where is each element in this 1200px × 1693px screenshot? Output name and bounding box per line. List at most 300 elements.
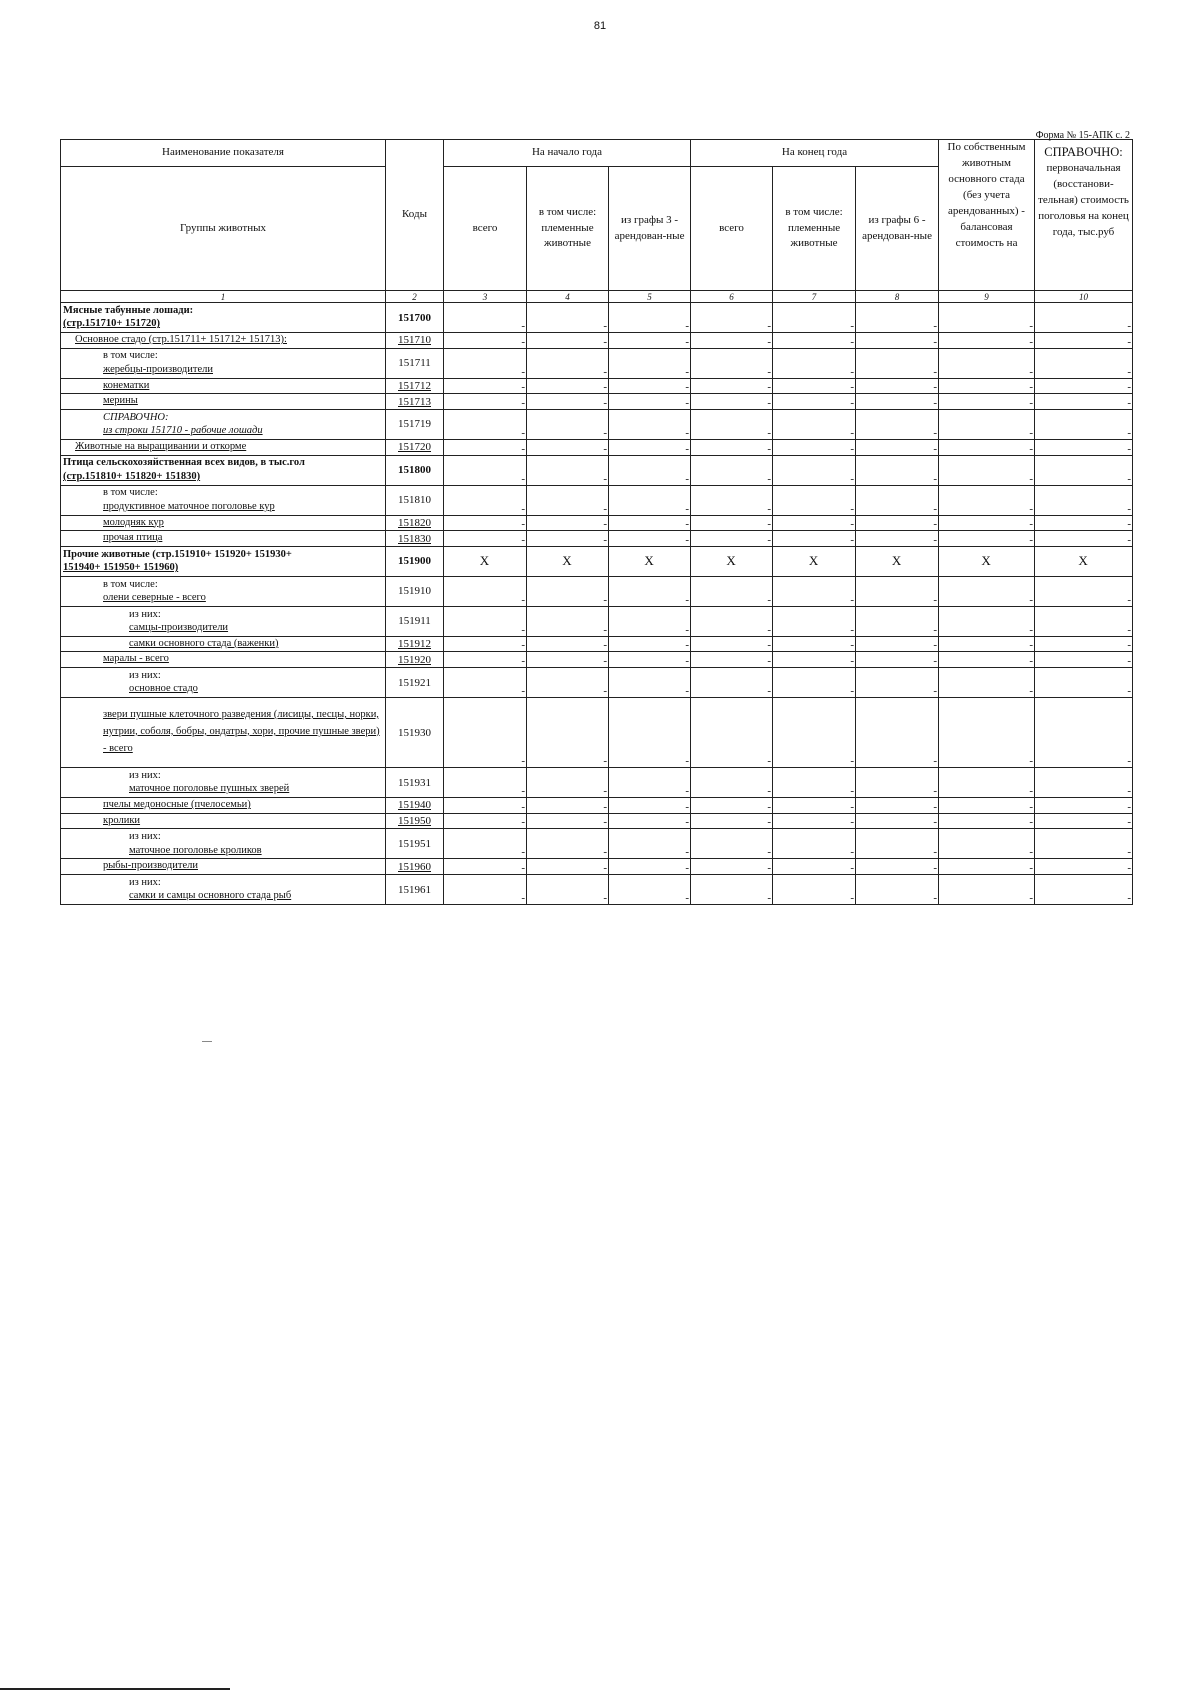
value-cell: - [939,636,1035,652]
row-name-line: прочая птица [103,532,163,544]
column-number: 1 [61,291,386,303]
column-number: 4 [527,291,609,303]
value-cell: - [691,348,773,378]
value-cell: - [444,576,527,606]
row-name-subline: продуктивное маточное поголовье кур [103,500,275,512]
value-cell: - [1035,652,1133,668]
row-name [61,813,386,829]
row-code: 151920 [386,652,444,668]
footer-rule [0,1688,230,1690]
value-cell: - [609,606,691,636]
value-cell: - [527,303,609,333]
value-cell: - [527,333,609,349]
value-cell: - [691,409,773,439]
value-cell: - [527,698,609,768]
row-name-subline: самцы-производители [129,622,229,634]
value-cell: - [773,576,856,606]
value-cell: - [939,798,1035,814]
value-cell: - [856,875,939,905]
value-cell: - [609,378,691,394]
value-cell: - [691,768,773,798]
row-code: 151830 [386,531,444,547]
value-cell: - [609,829,691,859]
column-number: 3 [444,291,527,303]
value-cell: - [773,485,856,515]
table-row [61,485,1133,515]
row-name [61,798,386,814]
value-cell: - [444,813,527,829]
value-cell: - [773,798,856,814]
value-cell: - [444,333,527,349]
value-cell: - [856,439,939,455]
value-cell: - [856,455,939,485]
value-cell: - [1035,875,1133,905]
value-cell: - [773,439,856,455]
row-name [61,668,386,698]
value-cell: - [609,455,691,485]
row-name [61,439,386,455]
row-name [61,636,386,652]
value-cell: - [1035,636,1133,652]
header-start-year: На начало года [444,140,691,167]
value-cell: - [691,576,773,606]
row-code: 151921 [386,668,444,698]
table-row [61,531,1133,547]
value-cell: - [773,636,856,652]
row-name-line: из них: [129,876,161,888]
table-row [61,875,1133,905]
value-cell: - [939,859,1035,875]
header-end-total: всего [691,167,773,291]
value-cell: - [856,768,939,798]
value-cell: - [527,439,609,455]
value-cell: - [1035,829,1133,859]
row-name-line: рыбы-производители [103,860,198,872]
value-cell: - [527,348,609,378]
row-name-subline: 151940+ 151950+ 151960) [63,562,179,574]
value-cell: - [527,652,609,668]
table-row [61,455,1133,485]
value-cell: - [691,829,773,859]
table-row [61,378,1133,394]
row-code: 151951 [386,829,444,859]
value-cell: - [856,531,939,547]
value-cell: - [691,606,773,636]
value-cell: - [691,485,773,515]
value-cell: - [527,485,609,515]
value-cell: - [1035,439,1133,455]
table-row [61,576,1133,606]
row-name-line: мерины [103,395,138,407]
value-cell: - [527,531,609,547]
value-cell: - [939,378,1035,394]
not-applicable-cell: X [773,546,856,576]
table-row [61,768,1133,798]
not-applicable-cell: X [1035,546,1133,576]
row-name-subline: маточное поголовье пушных зверей [129,783,290,795]
value-cell: - [527,409,609,439]
row-name-subline: (стр.151710+ 151720) [63,318,161,330]
value-cell: - [773,875,856,905]
row-code: 151940 [386,798,444,814]
table-body [61,303,1133,905]
value-cell: - [609,668,691,698]
value-cell: - [444,798,527,814]
value-cell: - [856,378,939,394]
column-number: 6 [691,291,773,303]
header-reference [1035,140,1133,291]
row-code: 151720 [386,439,444,455]
value-cell: - [856,606,939,636]
value-cell: - [691,531,773,547]
value-cell: - [444,859,527,875]
row-name-subline: маточное поголовье кроликов [129,844,262,856]
row-code: 151931 [386,768,444,798]
header-own-herd: По собственным животным основного стада (без учета арендованных) - балансовая стоимость на [939,140,1035,291]
value-cell: - [527,768,609,798]
value-cell: - [444,485,527,515]
value-cell: - [609,485,691,515]
value-cell: - [444,606,527,636]
column-number: 7 [773,291,856,303]
value-cell: - [856,829,939,859]
value-cell: - [773,813,856,829]
value-cell: - [856,303,939,333]
value-cell: - [939,348,1035,378]
value-cell: - [856,813,939,829]
value-cell: - [773,394,856,410]
row-code: 151900 [386,546,444,576]
value-cell: - [609,303,691,333]
row-name-subline: основное стадо [129,683,198,695]
value-cell: - [527,515,609,531]
table-row [61,546,1133,576]
not-applicable-cell: X [444,546,527,576]
value-cell: - [1035,698,1133,768]
column-number: 2 [386,291,444,303]
row-name-line: в том числе: [103,487,158,499]
row-name [61,768,386,798]
value-cell: - [1035,378,1133,394]
row-name [61,303,386,333]
value-cell: - [1035,531,1133,547]
value-cell: - [939,439,1035,455]
value-cell: - [939,698,1035,768]
row-name [61,698,386,768]
value-cell: - [856,394,939,410]
value-cell: - [609,652,691,668]
value-cell: - [773,652,856,668]
row-name [61,348,386,378]
value-cell: - [527,576,609,606]
row-name-line: из них: [129,769,161,781]
row-name-line: в том числе: [103,578,158,590]
row-name-line: Птица сельскохозяйственная всех видов, в тыс.гол [63,457,305,469]
column-number: 5 [609,291,691,303]
value-cell: - [527,636,609,652]
table-row [61,409,1133,439]
value-cell: - [939,829,1035,859]
header-reference-note: первоначальная (восстанови-тельная) стоимость поголовья на конец года, тыс.руб [1038,162,1129,238]
row-name [61,576,386,606]
value-cell: - [444,652,527,668]
value-cell: - [444,455,527,485]
table-row [61,439,1133,455]
row-code: 151810 [386,485,444,515]
row-code: 151700 [386,303,444,333]
row-code: 151712 [386,378,444,394]
value-cell: - [691,859,773,875]
value-cell: - [527,668,609,698]
value-cell: - [1035,303,1133,333]
value-cell: - [444,698,527,768]
row-name-subline: олени северные - всего [103,592,206,604]
value-cell: - [691,439,773,455]
value-cell: - [856,668,939,698]
value-cell: - [609,348,691,378]
column-number-row [61,291,1133,303]
not-applicable-cell: X [609,546,691,576]
value-cell: - [1035,409,1133,439]
row-name [61,455,386,485]
row-name-line: СПРАВОЧНО: [103,411,169,423]
value-cell: - [444,348,527,378]
livestock-table [60,139,1132,905]
value-cell: - [773,859,856,875]
row-code: 151911 [386,606,444,636]
not-applicable-cell: X [856,546,939,576]
value-cell: - [609,875,691,905]
value-cell: - [444,829,527,859]
table-row [61,636,1133,652]
value-cell: - [691,394,773,410]
value-cell: - [1035,813,1133,829]
row-code: 151713 [386,394,444,410]
value-cell: - [856,485,939,515]
value-cell: - [527,875,609,905]
value-cell: - [609,698,691,768]
row-name-subline: самки и самцы основного стада рыб [129,890,292,902]
row-name-line: Животные на выращивании и откорме [75,440,247,452]
value-cell: - [609,768,691,798]
value-cell: - [691,652,773,668]
value-cell: - [939,531,1035,547]
value-cell: - [1035,515,1133,531]
value-cell: - [1035,768,1133,798]
value-cell: - [773,515,856,531]
value-cell: - [856,409,939,439]
value-cell: - [773,303,856,333]
value-cell: - [939,668,1035,698]
value-cell: - [527,606,609,636]
value-cell: - [691,698,773,768]
value-cell: - [444,531,527,547]
value-cell: - [527,378,609,394]
row-name [61,859,386,875]
value-cell: - [939,652,1035,668]
value-cell: - [1035,798,1133,814]
header-reference-title: СПРАВОЧНО: [1044,145,1123,159]
value-cell: - [609,576,691,606]
table-row [61,859,1133,875]
value-cell: - [939,333,1035,349]
table-row [61,394,1133,410]
table-row [61,798,1133,814]
value-cell: - [773,378,856,394]
value-cell: - [691,303,773,333]
value-cell: - [1035,485,1133,515]
value-cell: - [527,813,609,829]
value-cell: - [939,768,1035,798]
row-name [61,531,386,547]
page-number: 81 [593,20,607,32]
not-applicable-cell: X [691,546,773,576]
value-cell: - [856,859,939,875]
column-number: 9 [939,291,1035,303]
row-name [61,333,386,349]
value-cell: - [691,668,773,698]
row-name-line: конематки [103,379,150,391]
value-cell: - [609,636,691,652]
value-cell: - [527,829,609,859]
header-indicator-name: Наименование показателя [61,140,386,167]
value-cell: - [773,409,856,439]
row-name-line: пчелы медоносные (пчелосемьи) [103,799,251,811]
row-name [61,378,386,394]
value-cell: - [939,576,1035,606]
value-cell: - [1035,333,1133,349]
value-cell: - [856,698,939,768]
value-cell: - [856,798,939,814]
value-cell: - [1035,668,1133,698]
value-cell: - [444,439,527,455]
value-cell: - [527,455,609,485]
not-applicable-cell: X [527,546,609,576]
row-name [61,829,386,859]
value-cell: - [773,768,856,798]
value-cell: - [444,668,527,698]
header-end-year: На конец года [691,140,939,167]
value-cell: - [691,455,773,485]
value-cell: - [691,378,773,394]
value-cell: - [691,333,773,349]
value-cell: - [609,439,691,455]
value-cell: - [444,515,527,531]
value-cell: - [773,531,856,547]
table-row [61,668,1133,698]
value-cell: - [691,798,773,814]
scan-mark [202,1041,212,1042]
row-name-line: Основное стадо (стр.151711+ 151712+ 151713): [75,334,287,345]
row-code: 151910 [386,576,444,606]
value-cell: - [444,768,527,798]
value-cell: - [939,455,1035,485]
value-cell: - [609,515,691,531]
table-row [61,348,1133,378]
row-name-line: маралы - всего [103,653,169,665]
value-cell: - [1035,455,1133,485]
value-cell: - [1035,859,1133,875]
row-name-line: Мясные табунные лошади: [63,304,194,316]
value-cell: - [609,394,691,410]
row-code: 151710 [386,333,444,349]
row-name [61,485,386,515]
row-code: 151719 [386,409,444,439]
header-codes: Коды [386,140,444,291]
value-cell: - [856,348,939,378]
value-cell: - [444,636,527,652]
header-end-pedigree: в том числе: племенные животные [773,167,856,291]
row-code: 151800 [386,455,444,485]
value-cell: - [773,333,856,349]
value-cell: - [691,515,773,531]
value-cell: - [444,875,527,905]
value-cell: - [773,348,856,378]
row-name-line: из них: [129,669,161,681]
row-name-line: в том числе: [103,350,158,362]
value-cell: - [527,394,609,410]
row-code: 151960 [386,859,444,875]
header-start-total: всего [444,167,527,291]
row-name-line: молодняк кур [103,516,164,528]
row-name-line: из них: [129,608,161,620]
value-cell: - [1035,394,1133,410]
value-cell: - [444,409,527,439]
value-cell: - [609,813,691,829]
row-code: 151711 [386,348,444,378]
form-reference: Форма № 15-АПК с. 2 [1035,130,1130,141]
table-row [61,303,1133,333]
table-row [61,829,1133,859]
value-cell: - [527,859,609,875]
row-name [61,606,386,636]
value-cell: - [609,798,691,814]
value-cell: - [527,798,609,814]
value-cell: - [939,409,1035,439]
value-cell: - [609,409,691,439]
row-name-line: звери пушные клеточного разведения (лисицы, песцы, норки, нутрии, соболя, бобры, ондатры, хори, прочие пушные звери) - всего [103,708,380,754]
table-row [61,652,1133,668]
row-name [61,515,386,531]
column-number: 8 [856,291,939,303]
value-cell: - [773,455,856,485]
header-end-leased: из графы 6 - арендован-ные [856,167,939,291]
row-code: 151950 [386,813,444,829]
value-cell: - [939,485,1035,515]
value-cell: - [939,394,1035,410]
value-cell: - [856,576,939,606]
row-name [61,652,386,668]
row-name [61,875,386,905]
value-cell: - [856,515,939,531]
value-cell: - [773,829,856,859]
row-code: 151912 [386,636,444,652]
value-cell: - [939,606,1035,636]
value-cell: - [609,859,691,875]
row-name-line: кролики [103,814,141,826]
value-cell: - [773,606,856,636]
value-cell: - [609,333,691,349]
value-cell: - [691,636,773,652]
value-cell: - [856,333,939,349]
header-start-leased: из графы 3 - арендован-ные [609,167,691,291]
row-name-subline: (стр.151810+ 151820+ 151830) [63,470,201,482]
value-cell: - [1035,576,1133,606]
value-cell: - [609,531,691,547]
row-name [61,546,386,576]
value-cell: - [856,652,939,668]
value-cell: - [444,378,527,394]
